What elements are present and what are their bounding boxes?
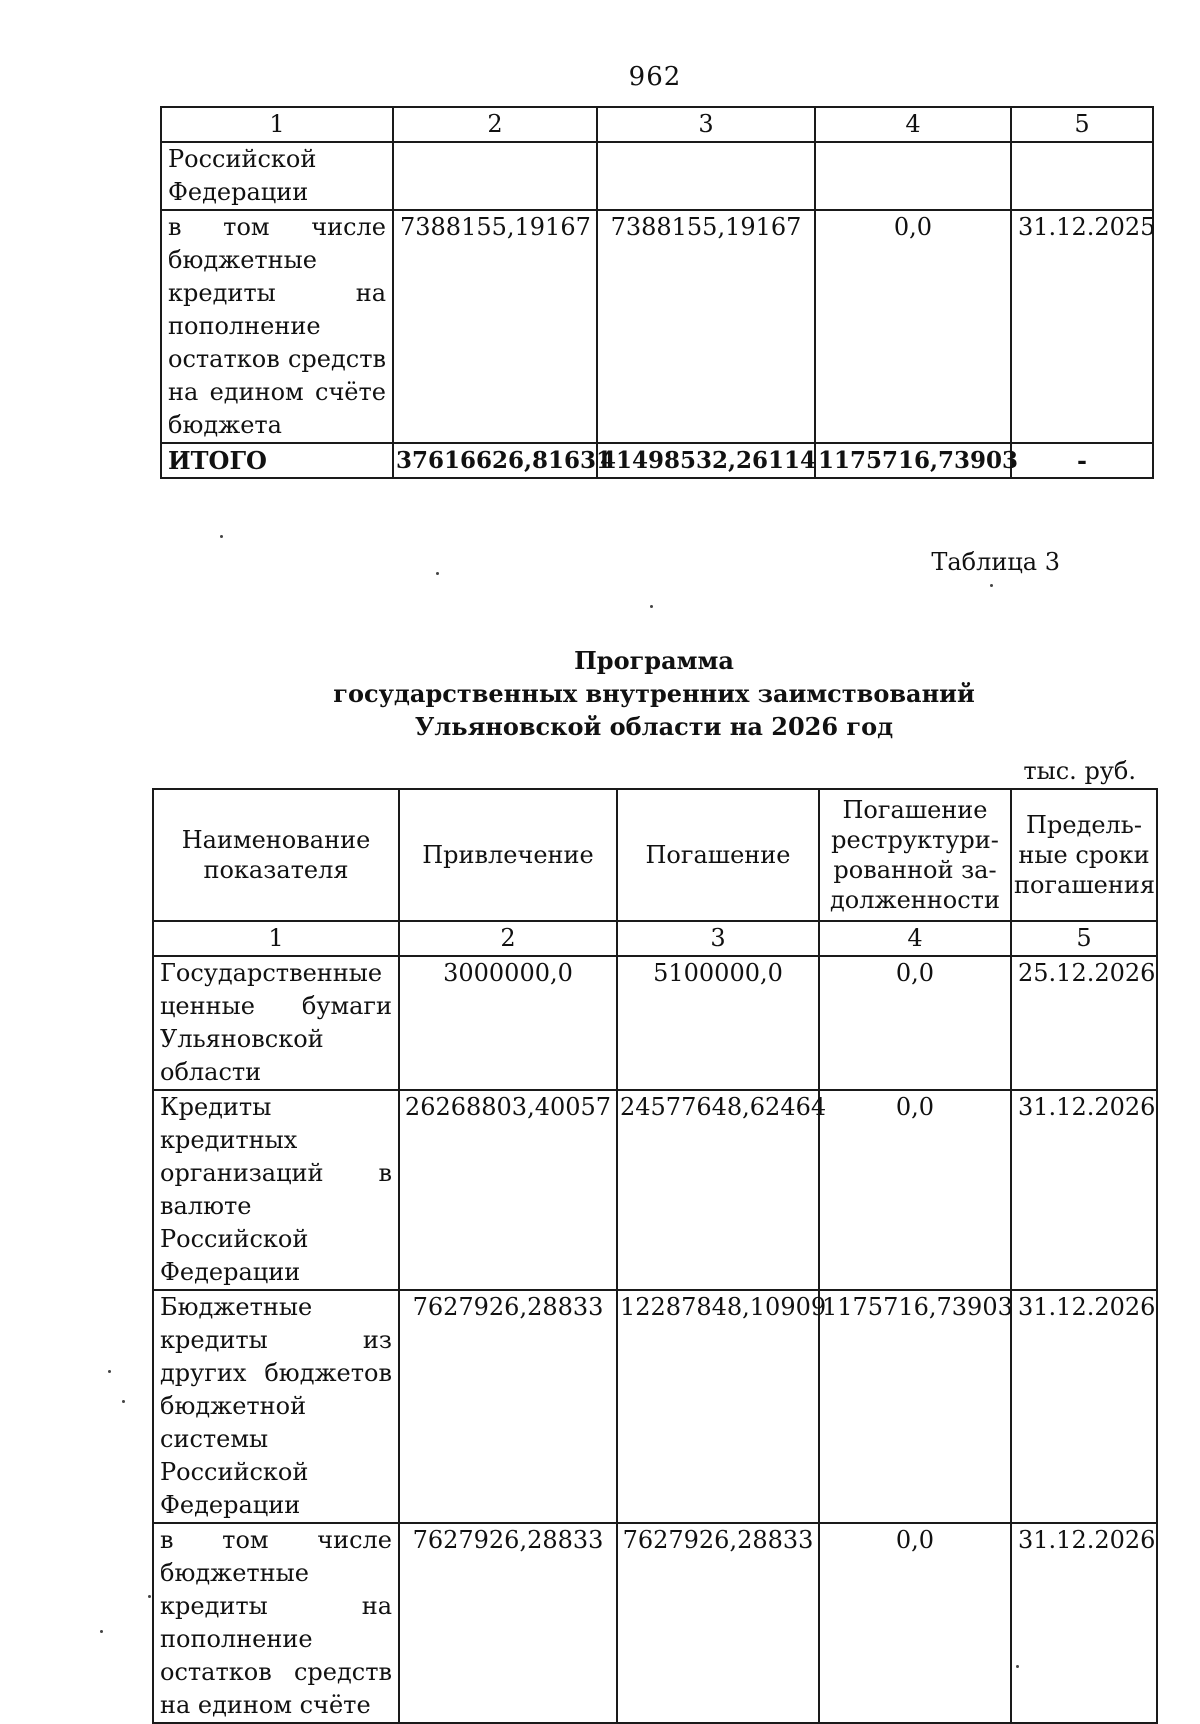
total-restructured: 1175716,73903 — [815, 443, 1011, 478]
table-header-row — [153, 789, 1157, 921]
cell-restructured: 1175716,73903 — [819, 1290, 1011, 1523]
table-row — [161, 142, 1153, 210]
scan-speck — [108, 1370, 111, 1373]
col-number-3: 3 — [617, 921, 819, 956]
scan-speck — [1016, 1665, 1019, 1668]
table-row — [161, 210, 1153, 443]
cell-repayment: 7388155,19167 — [597, 210, 815, 443]
scan-speck — [100, 1630, 103, 1633]
cell-deadline: 31.12.2026 — [1011, 1090, 1157, 1290]
cell-restructured: 0,0 — [819, 956, 1011, 1090]
table-row — [153, 1290, 1157, 1523]
scan-speck — [148, 1595, 151, 1598]
cell-deadline: 31.12.2026 — [1011, 1523, 1157, 1723]
units-label: тыс. руб. — [1023, 757, 1136, 785]
col-number-1: 1 — [161, 107, 393, 142]
col-header-restructured: Погашение реструктури-рованной за-долженности — [819, 789, 1011, 921]
cell-repayment: 12287848,10909 — [617, 1290, 819, 1523]
document-title — [152, 644, 1156, 743]
table-row — [153, 1090, 1157, 1290]
table-row — [153, 1523, 1157, 1723]
cell-deadline: 31.12.2026 — [1011, 1290, 1157, 1523]
title-line-3: Ульяновской области на 2026 год — [414, 712, 894, 741]
cell-deadline: 31.12.2025 — [1011, 210, 1153, 443]
cell-restructured — [815, 142, 1011, 210]
cell-restructured: 0,0 — [815, 210, 1011, 443]
cell-repayment: 24577648,62464 — [617, 1090, 819, 1290]
cell-attraction: 7388155,19167 — [393, 210, 597, 443]
cell-deadline: 25.12.2026 — [1011, 956, 1157, 1090]
continuation-table — [160, 106, 1154, 479]
scan-speck — [220, 535, 223, 538]
total-attraction: 37616626,81631 — [393, 443, 597, 478]
col-header-deadline: Предель-ные сроки погашения — [1011, 789, 1157, 921]
scan-speck — [990, 584, 993, 587]
cell-attraction: 7627926,28833 — [399, 1523, 617, 1723]
col-header-repayment: Погашение — [617, 789, 819, 921]
cell-repayment: 5100000,0 — [617, 956, 819, 1090]
cell-restructured: 0,0 — [819, 1090, 1011, 1290]
table-row — [153, 956, 1157, 1090]
cell-repayment: 7627926,28833 — [617, 1523, 819, 1723]
page-number: 962 — [628, 62, 682, 92]
row-name: в том числе бюджетные кредиты на пополнение остатков средств на едином счёте бюджета — [161, 210, 393, 443]
col-number-5: 5 — [1011, 107, 1153, 142]
cell-attraction: 7627926,28833 — [399, 1290, 617, 1523]
table-label: Таблица 3 — [931, 548, 1060, 576]
col-number-5: 5 — [1011, 921, 1157, 956]
column-numbers-row — [153, 921, 1157, 956]
col-number-1: 1 — [153, 921, 399, 956]
cell-restructured: 0,0 — [819, 1523, 1011, 1723]
row-name: Российской Федерации — [161, 142, 393, 210]
scan-speck — [122, 1400, 125, 1403]
row-name: Бюджетные кредиты из других бюджетов бюджетной системы Российской Федерации — [153, 1290, 399, 1523]
total-label: ИТОГО — [161, 443, 393, 478]
col-number-3: 3 — [597, 107, 815, 142]
cell-attraction: 26268803,40057 — [399, 1090, 617, 1290]
total-row — [161, 443, 1153, 478]
col-header-attraction: Привлечение — [399, 789, 617, 921]
title-line-2: государственных внутренних заимствований — [333, 679, 975, 708]
col-number-2: 2 — [393, 107, 597, 142]
cell-deadline — [1011, 142, 1153, 210]
row-name: Государственные ценные бумаги Ульяновской области — [153, 956, 399, 1090]
scan-speck — [436, 572, 439, 575]
col-number-2: 2 — [399, 921, 617, 956]
total-repayment: 41498532,26114 — [597, 443, 815, 478]
cell-repayment — [597, 142, 815, 210]
total-deadline: - — [1011, 443, 1153, 478]
cell-attraction: 3000000,0 — [399, 956, 617, 1090]
col-header-name: Наименование показателя — [153, 789, 399, 921]
scan-speck — [650, 605, 653, 608]
borrowing-program-table — [152, 788, 1158, 1724]
row-name: Кредиты кредитных организаций в валюте Российской Федерации — [153, 1090, 399, 1290]
title-line-1: Программа — [574, 646, 734, 675]
row-name: в том числе бюджетные кредиты на пополнение остатков средств на едином счёте — [153, 1523, 399, 1723]
col-number-4: 4 — [815, 107, 1011, 142]
col-number-4: 4 — [819, 921, 1011, 956]
cell-attraction — [393, 142, 597, 210]
table-header-row — [161, 107, 1153, 142]
